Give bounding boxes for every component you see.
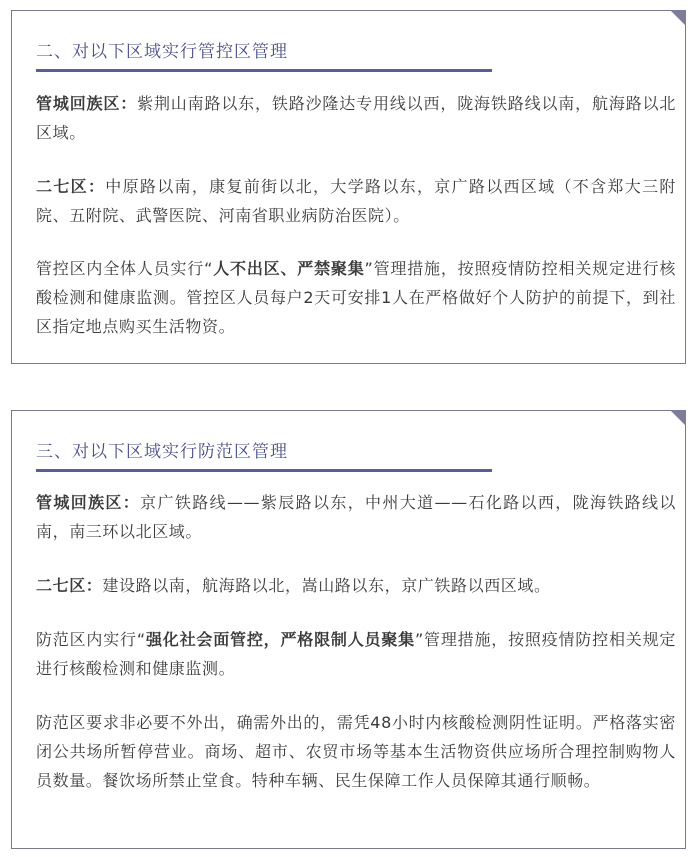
- district-label: 管城回族区：: [36, 493, 141, 512]
- measures-pre: 防范区内实行“: [36, 630, 146, 649]
- title-underline: [36, 69, 492, 72]
- control-zone-card: [11, 10, 686, 364]
- district-label: 管城回族区：: [36, 94, 138, 113]
- measures-pre: 管控区内全体人员实行“: [36, 259, 213, 278]
- measures-post: ”管理措施，按照疫情防控相关规定进行核酸检测和健康监测。管控区人员每户2天可安排1人在严格做好个人防护的前提下，到社区指定地点购买生活物资。: [36, 259, 676, 336]
- guancheng-district-paragraph: [36, 89, 676, 147]
- district-text: 建设路以南，航海路以北，嵩山路以东，京广铁路以西区域。: [102, 576, 551, 595]
- district-text: 中原路以南，康复前街以北，大学路以东，京广路以西区域（不含郑大三附院、五附院、武警医院、河南省职业病防治医院）。: [36, 177, 676, 225]
- control-measures-paragraph: [36, 254, 676, 341]
- prevention-requirements-paragraph: 防范区要求非必要不外出，确需外出的，需凭48小时内核酸检测阴性证明。严格落实密闭公共场所暂停营业。商场、超市、农贸市场等基本生活物资供应场所合理控制购物人员数量。餐饮场所禁止堂食。特种车辆、民生保障工作人员保障其通行顺畅。: [36, 713, 676, 790]
- title-underline: [36, 469, 492, 472]
- prevention-measures-paragraph: [36, 625, 676, 683]
- district-text: 京广铁路线——紫辰路以东，中州大道——石化路以西，陇海铁路线以南，南三环以北区域。: [36, 493, 676, 541]
- section-title: 二、对以下区域实行管控区管理: [36, 42, 288, 62]
- district-label: 二七区：: [36, 177, 106, 196]
- measures-post: ”管理措施，按照疫情防控相关规定进行核酸检测和健康监测。: [36, 630, 677, 678]
- district-text: 紫荆山南路以东，铁路沙隆达专用线以西，陇海铁路线以南，航海路以北区域。: [36, 94, 676, 142]
- district-label: 二七区：: [36, 576, 103, 595]
- erqi-district-paragraph: [36, 172, 676, 230]
- section-title: 三、对以下区域实行防范区管理: [36, 442, 288, 462]
- erqi-district-paragraph: [36, 571, 676, 600]
- measures-bold: 强化社会面管控，严格限制人员聚集: [145, 630, 415, 649]
- guancheng-district-paragraph: [36, 488, 676, 546]
- prevention-zone-card: [11, 410, 686, 849]
- measures-bold: 人不出区、严禁聚集: [213, 259, 365, 278]
